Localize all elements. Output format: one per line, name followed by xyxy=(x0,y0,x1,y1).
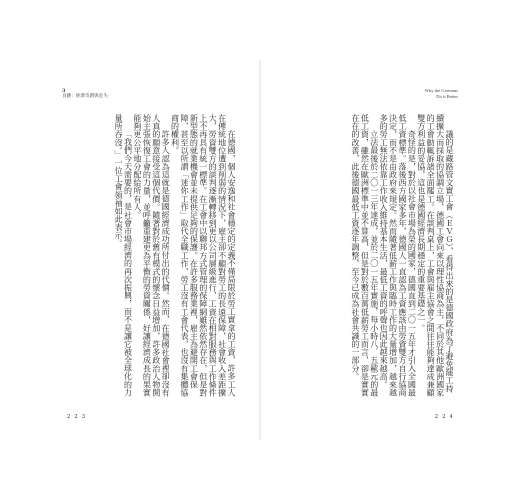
left-paragraph: 許多人認為這就是德國經濟成功所付出的代價。然而，在德國社會裡卻沒有人真的願意接受這個代價。隨著對於舊有模式的懷念日益增加，許多政治人物開始主張恢復工會的力量，並呼籲重建更為平衡的勞資關係，好讓經濟成長的果實能夠更公平地分配給所有人。 xyxy=(132,114,171,397)
right-running-head-line2: Do it Better xyxy=(436,94,458,99)
left-running-head xyxy=(62,88,108,100)
right-paragraph: 議的是藏路管文實工會（ＥＶＧ），看得出來的是德國政府為了避免罷工持續擴大而採取的協調立場，德國工會向來以理性協商為主，不同於其他歐洲國家的工會動輒訴諸全面罷工。在談判桌上，工會與雇主協會之間往往能夠達成兼顧雙方利益的妥協，這也是德國經濟長期穩定的重要基礎之一。 xyxy=(416,114,454,397)
right-page-body xyxy=(286,114,454,400)
right-page-number: 2 2 4 xyxy=(434,414,454,420)
left-running-head-text: 良鏈：經濟奇蹟與危失 xyxy=(62,94,108,99)
left-paragraph: 「我們今天需要的，是社會市場經濟的再次振興，而不是讓它被全球化的力量所吞沒。」一位工會領袖如此表示。 xyxy=(114,114,133,397)
left-paragraph: 在德國，個人安逸和社會穩定的定義不僅局限於勞工實拿的工資，許多工人在傳統地位遭到削弱的情況下，雇主卻不顧對勞工的長遠保障，社會收入差距擴大，勞資雙方的談判逐漸轉移到更以公司層級進行，工資在相對服務與工作條件上不再具有統一標準。在工會中以聯邦方式管理的保障網雖然依然存在，但是對新型態的就業機會並未提供足夠的保護。在許多服務業裡，雇主為避開工會保障，甚至以所謂「迷你工作」取代全職工作，勞工沒有工會代表，也沒有集體協商的權利。 xyxy=(170,114,236,397)
right-paragraph: 奇怪的是，對於以社會市場為榮的國家，德國直到二〇一五年才引入全國最低工資標準。落後西方國家多年，德國人一直認為工資應該由勞資雙方自行協商決定，而不是由政府來規定。然而隨著低薪工作與臨時工作的大量增加，越來越多的勞工無法依靠工作收入維持基本生活，最低工資的呼聲也因此越來越高。 xyxy=(379,114,417,397)
book-gutter xyxy=(259,60,261,440)
left-page-number: 2 2 3 xyxy=(67,414,87,420)
right-running-head xyxy=(425,88,458,100)
chapter-number: 3 xyxy=(62,88,66,94)
left-page-body xyxy=(66,114,236,400)
right-running-head-line1: Why the Germans xyxy=(424,88,458,93)
right-paragraph: 立法最後於二〇一三年達成，並於二〇一五年實施，每小時八．五歐元的最低工資，雖然在歐洲標準中並不算高，但是對於數百萬低薪勞工而言，卻是實實在在的改善，此後德國最低工資逐年調整，至今已成為社會共識的一部分。 xyxy=(350,114,379,397)
